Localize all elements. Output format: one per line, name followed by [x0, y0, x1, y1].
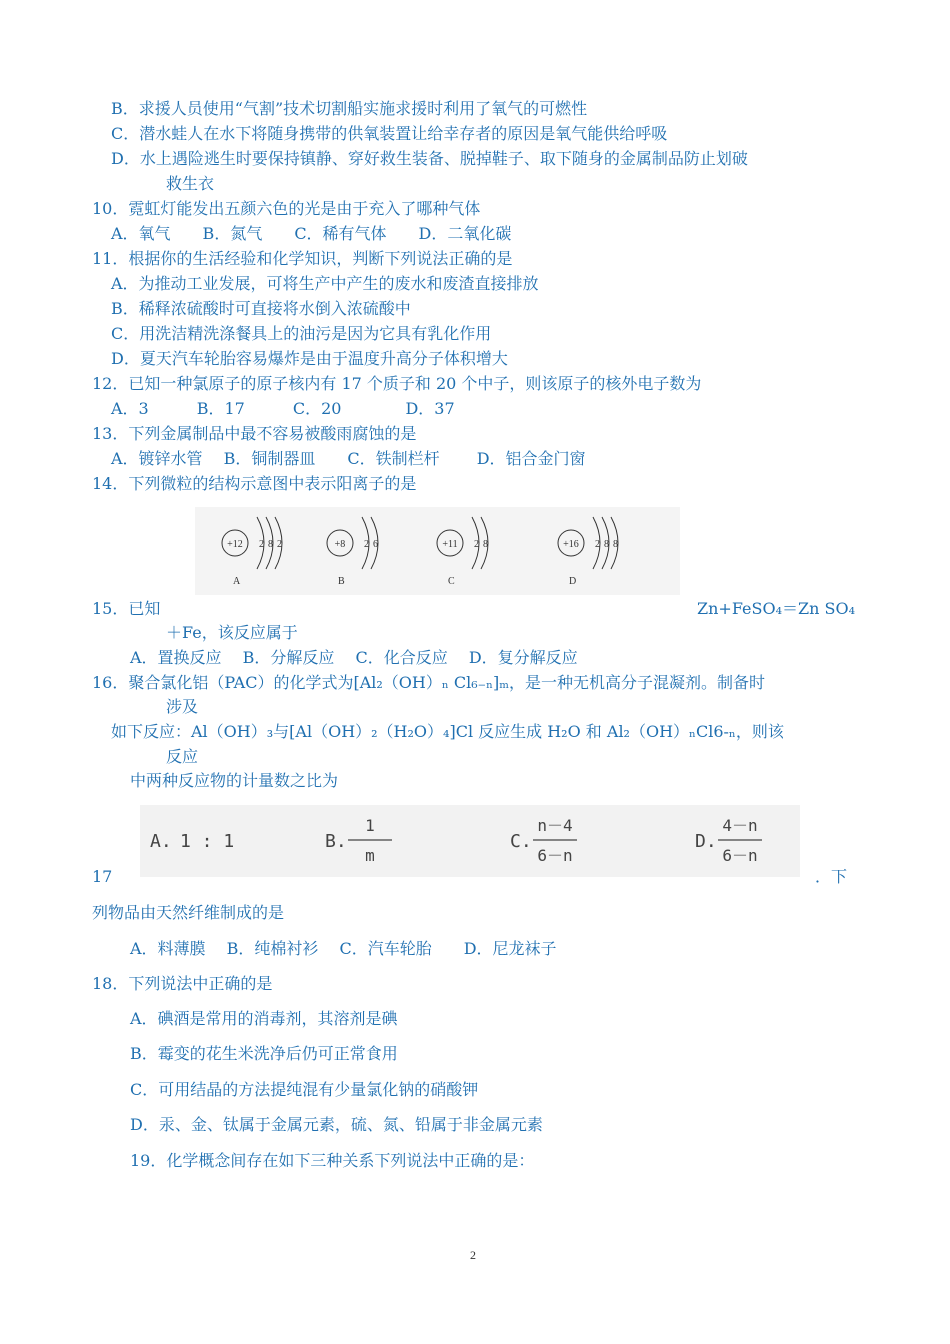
nucleus-charge: +16 [563, 539, 579, 550]
q19-stem: 19．化学概念间存在如下三种关系下列说法中正确的是： [130, 1151, 535, 1170]
q9-option-b: B．求援人员使用“气割”技术切割船实施求援时利用了氧气的可燃性 [111, 99, 588, 118]
q11-option-d: D．夏天汽车轮胎容易爆炸是由于温度升高分子体积增大 [111, 349, 508, 368]
q10-stem: 10．霓虹灯能发出五颜六色的光是由于充入了哪种气体 [92, 199, 481, 218]
q16-stem-5: 中两种反应物的计量数之比为 [130, 771, 339, 790]
shell-electron-count: 2 [277, 539, 282, 550]
q16-stem-3: 如下反应：Al（OH）₃与[Al（OH）₂（H₂O）₄]Cl 反应生成 H₂O 和 Al₂（OH）ₙCl6-ₙ，则该 [111, 722, 784, 741]
q12-options: A．3 B．17 C．20 D．37 [111, 399, 455, 418]
atom-diagram-figure [195, 507, 680, 595]
q16-option-letter: B. [325, 831, 347, 852]
atom-label: D [569, 576, 577, 587]
q15-equation: Zn+FeSO₄＝Zn SO₄ [697, 599, 856, 618]
shell-electron-count: 2 [595, 539, 600, 550]
q17-dot: ．下 [815, 867, 848, 886]
q16-fraction-denominator: 6－n [537, 846, 573, 865]
q16-option-letter: C. [510, 831, 532, 852]
q15-equation-cont: ＋Fe，该反应属于 [166, 623, 298, 642]
q16-option-letter: D. [695, 831, 717, 852]
q14-stem: 14．下列微粒的结构示意图中表示阳离子的是 [92, 474, 417, 493]
q16-fraction-denominator: m [365, 846, 375, 865]
q18-option-c: C．可用结晶的方法提纯混有少量氯化钠的硝酸钾 [130, 1080, 479, 1099]
q18-stem: 18．下列说法中正确的是 [92, 974, 273, 993]
q16-fraction-denominator: 6－n [722, 846, 758, 865]
shell-electron-count: 2 [259, 539, 264, 550]
q12-stem: 12．已知一种氯原子的原子核内有 17 个质子和 20 个中子，则该原子的核外电子数为 [92, 374, 702, 393]
shell-electron-count: 8 [483, 539, 488, 550]
q17-stem: 列物品由天然纤维制成的是 [92, 903, 285, 922]
q18-option-d: D．汞、金、钛属于金属元素，硫、氮、铅属于非金属元素 [130, 1115, 543, 1134]
q15-stem-left: 15．已知 [92, 599, 161, 618]
q9-option-d-cont: 救生衣 [166, 174, 215, 193]
atom-label: B [338, 576, 345, 587]
q16-fraction-numerator: 1 [365, 816, 375, 835]
q15-options: A．置换反应 B．分解反应 C．化合反应 D．复分解反应 [130, 648, 578, 667]
q11-stem: 11．根据你的生活经验和化学知识，判断下列说法正确的是 [92, 249, 513, 268]
q18-option-a: A．碘酒是常用的消毒剂，其溶剂是碘 [130, 1009, 398, 1028]
q16-option-letter: A. [150, 831, 172, 852]
atom-diagrams [195, 507, 680, 595]
q13-stem: 13．下列金属制品中最不容易被酸雨腐蚀的是 [92, 424, 417, 443]
q9-option-c: C．潜水蛙人在水下将随身携带的供氧装置让给幸存者的原因是氧气能供给呼吸 [111, 124, 668, 143]
q17-number: 17 [92, 867, 113, 886]
q16-fraction-numerator: 4－n [722, 816, 758, 835]
q16-fraction-numerator: n－4 [537, 816, 573, 835]
q16-option-value: 1 : 1 [180, 831, 235, 852]
nucleus-charge: +12 [227, 539, 243, 550]
q16-options-svg [140, 805, 800, 877]
shell-electron-count: 8 [604, 539, 609, 550]
q13-options: A．镀锌水管 B．铜制器皿 C．铁制栏杆 D．铝合金门窗 [111, 449, 586, 468]
shell-electron-count: 8 [613, 539, 618, 550]
q16-stem-1: 16．聚合氯化铝（PAC）的化学式为[Al₂（OH）ₙ Cl₆₋ₙ]ₘ，是一种无机高分子混凝剂。制备时 [92, 673, 766, 692]
shell-electron-count: 8 [268, 539, 273, 550]
q16-options-figure [140, 805, 800, 877]
atom-label: A [233, 576, 241, 587]
q16-stem-4: 反应 [166, 747, 199, 766]
q18-option-b: B．霉变的花生米洗净后仍可正常食用 [130, 1044, 398, 1063]
q11-option-b: B．稀释浓硫酸时可直接将水倒入浓硫酸中 [111, 299, 411, 318]
q9-option-d: D．水上遇险逃生时要保持镇静、穿好救生装备、脱掉鞋子、取下随身的金属制品防止划破 [111, 149, 748, 168]
nucleus-charge: +8 [334, 539, 346, 550]
q16-stem-2: 涉及 [166, 697, 199, 716]
q10-options: A．氧气 B．氮气 C．稀有气体 D．二氧化碳 [111, 224, 512, 243]
q11-option-a: A．为推动工业发展，可将生产中产生的废水和废渣直接排放 [111, 274, 539, 293]
q11-option-c: C．用洗洁精洗涤餐具上的油污是因为它具有乳化作用 [111, 324, 492, 343]
shell-electron-count: 2 [474, 539, 479, 550]
atom-label: C [448, 576, 455, 587]
nucleus-charge: +11 [442, 539, 458, 550]
q17-options: A．料薄膜 B．纯棉衬衫 C．汽车轮胎 D．尼龙袜子 [130, 939, 557, 958]
shell-electron-count: 2 [364, 539, 369, 550]
shell-electron-count: 6 [373, 539, 378, 550]
page-number: 2 [470, 1248, 476, 1262]
